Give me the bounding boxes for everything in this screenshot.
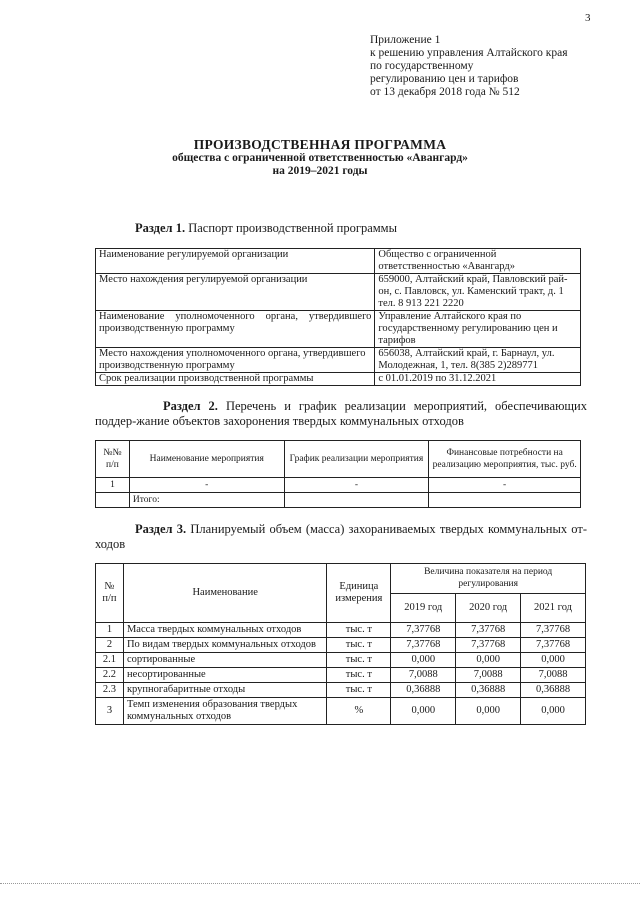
section2-heading [95,399,587,429]
passport-value: 659000, Алтайский край, Павловский рай-он, с. Павловск, ул. Каменский тракт, д. 1 тел. 8 913 221 2220 [375,274,581,311]
header-unit: Единица измерения [327,564,391,623]
section1-text: Паспорт производственной программы [188,221,397,235]
table-cell [96,493,130,508]
appendix-block [370,34,620,99]
total-label: Итого: [129,493,284,508]
header-year: 2020 год [456,593,521,623]
table-row [96,698,586,725]
table-cell: 1 [96,478,130,493]
table-row [96,348,581,373]
appendix-line: от 13 декабря 2018 года № 512 [370,86,520,98]
row-num: 3 [96,698,124,725]
passport-value: 656038, Алтайский край, г. Барнаул, ул. Молодежная, 1, тел. 8(385 2)289771 [375,348,581,373]
section1-label: Раздел 1. [135,221,186,235]
passport-value: Управление Алтайского края по государственному регулированию цен и тарифов [375,311,581,348]
table-row [96,311,581,348]
table-row [96,373,581,386]
events-table [95,440,581,508]
row-value: 7,37768 [391,638,456,653]
row-unit: тыс. т [327,668,391,683]
row-name: По видам твердых коммунальных отходов [123,638,326,653]
row-name: Масса твердых коммунальных отходов [123,623,326,638]
row-value: 0,36888 [456,683,521,698]
table-row [96,683,586,698]
row-value: 0,000 [456,698,521,725]
header-year: 2021 год [521,593,586,623]
section2-label: Раздел 2. [163,399,218,413]
passport-name: Наименование регулируемой организации [96,249,375,274]
passport-name: Наименование уполномоченного органа, утвердившего производственную программу [96,311,375,348]
row-name: сортированные [123,653,326,668]
row-value: 0,36888 [391,683,456,698]
header-period: Величина показателя на период регулирования [391,564,586,594]
row-value: 7,37768 [391,623,456,638]
row-num: 1 [96,623,124,638]
table-cell: - [284,478,429,493]
table-row [96,653,586,668]
table-cell [284,493,429,508]
header-num: № п/п [96,564,124,623]
section2-text: Перечень и график реализации мероприятий, обеспечивающих поддер-жание объектов захоронения твердых коммунальных отходов [95,399,587,428]
passport-value: с 01.01.2019 по 31.12.2021 [375,373,581,386]
table-row [96,249,581,274]
table-header-row [96,441,581,478]
table-cell [429,493,581,508]
row-num: 2.1 [96,653,124,668]
row-unit: % [327,698,391,725]
header-year: 2019 год [391,593,456,623]
header-cell: Наименование мероприятия [129,441,284,478]
document-subtitle: общества с ограниченной ответственностью «Авангард» [172,152,468,164]
volume-table [95,563,586,725]
passport-name: Место нахождения регулируемой организации [96,274,375,311]
row-num: 2.3 [96,683,124,698]
row-value: 0,36888 [521,683,586,698]
table-header-row [96,564,586,594]
appendix-line: к решению управления Алтайского края [370,47,568,59]
table-row-total [96,493,581,508]
row-num: 2.2 [96,668,124,683]
table-row [96,274,581,311]
row-value: 7,37768 [456,638,521,653]
passport-value: Общество с ограниченной ответственностью «Авангард» [375,249,581,274]
row-value: 7,37768 [456,623,521,638]
row-unit: тыс. т [327,638,391,653]
table-row [96,668,586,683]
header-cell: №№ п/п [96,441,130,478]
passport-name: Место нахождения уполномоченного органа, утвердившего производственную программу [96,348,375,373]
row-value: 0,000 [521,653,586,668]
row-value: 7,37768 [521,623,586,638]
row-value: 7,0088 [521,668,586,683]
row-num: 2 [96,638,124,653]
appendix-line: по государственному [370,60,474,72]
row-unit: тыс. т [327,623,391,638]
header-cell: График реализации мероприятия [284,441,429,478]
row-value: 7,0088 [456,668,521,683]
row-value: 0,000 [521,698,586,725]
document-title: ПРОИЗВОДСТВЕННАЯ ПРОГРАММА [193,137,447,152]
row-name: несортированные [123,668,326,683]
row-value: 7,37768 [521,638,586,653]
row-value: 0,000 [391,698,456,725]
section3-heading [95,522,587,552]
section3-text: Планируемый объем (масса) захораниваемых твердых коммунальных от-ходов [95,522,587,551]
row-name: Темп изменения образования твердых коммунальных отходов [123,698,326,725]
row-name: крупногабаритные отходы [123,683,326,698]
page-bottom-edge [0,883,640,884]
section1-heading [135,221,397,236]
table-row [96,623,586,638]
table-row [96,478,581,493]
page-number: 3 [585,12,591,24]
document-period: на 2019–2021 годы [272,165,368,177]
section3-label: Раздел 3. [135,522,187,536]
table-row [96,638,586,653]
row-value: 0,000 [456,653,521,668]
passport-name: Срок реализации производственной программы [96,373,375,386]
header-cell: Финансовые потребности на реализацию мероприятия, тыс. руб. [429,441,581,478]
row-unit: тыс. т [327,653,391,668]
row-value: 0,000 [391,653,456,668]
appendix-line: Приложение 1 [370,34,441,46]
header-name: Наименование [123,564,326,623]
table-cell: - [129,478,284,493]
passport-table [95,248,581,386]
appendix-line: регулированию цен и тарифов [370,73,519,85]
row-unit: тыс. т [327,683,391,698]
row-value: 7,0088 [391,668,456,683]
table-cell: - [429,478,581,493]
